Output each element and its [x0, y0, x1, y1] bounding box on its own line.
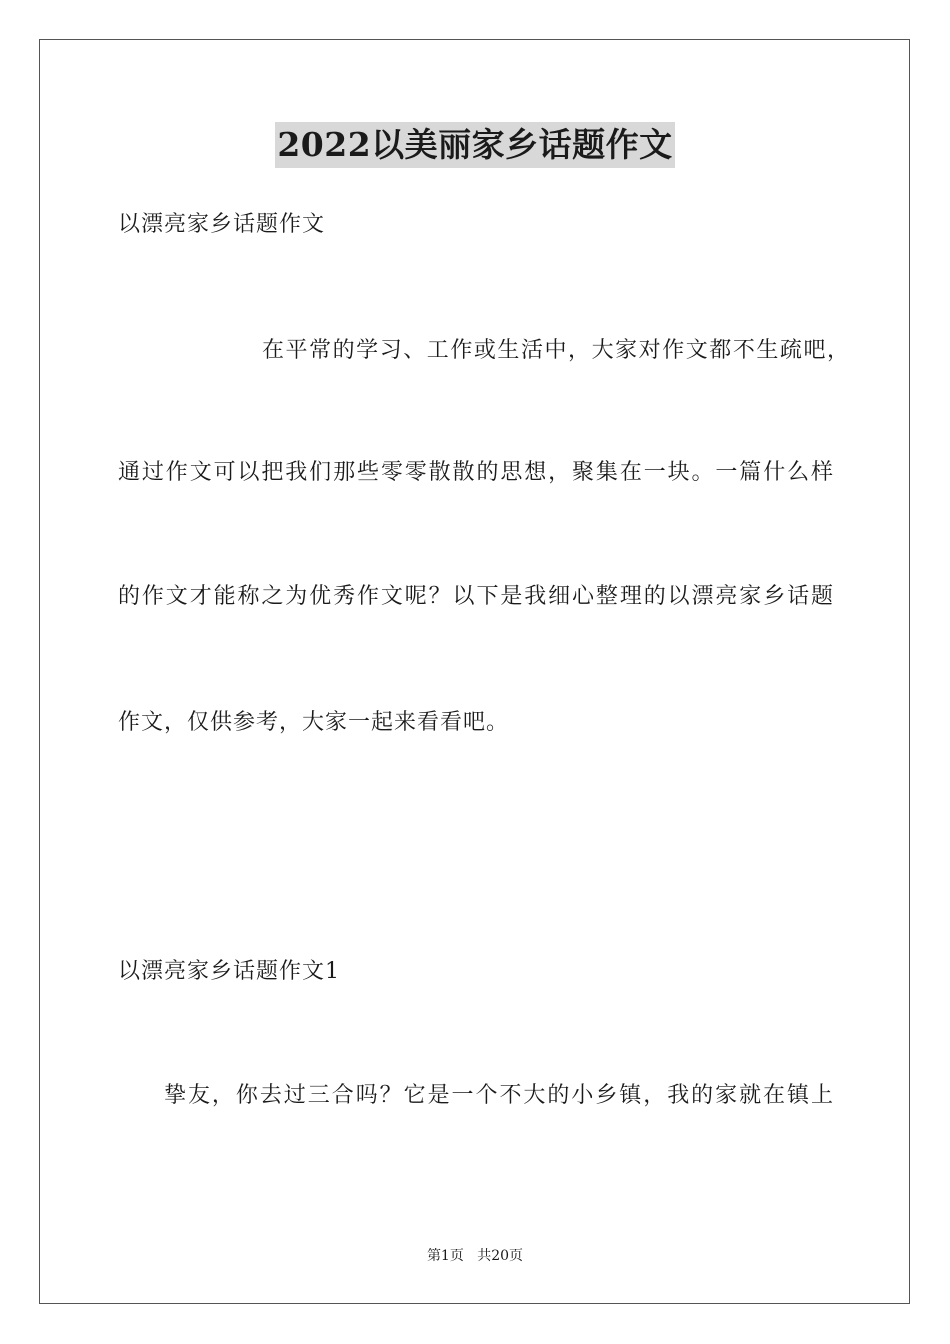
subtitle-line: 以漂亮家乡话题作文 [118, 212, 326, 237]
paragraph-line-5: 挚友，你去过三合吗？它是一个不大的小乡镇，我的家就在镇上 [164, 1083, 834, 1108]
page-footer [0, 1246, 950, 1266]
paragraph-line-2: 通过作文可以把我们那些零零散散的思想，聚集在一块。一篇什么样 [118, 460, 834, 485]
paragraph-line-1: 在平常的学习、工作或生活中，大家对作文都不生疏吧， [262, 338, 850, 363]
section-heading: 以漂亮家乡话题作文1 [118, 959, 340, 984]
paragraph-line-3: 的作文才能称之为优秀作文呢？以下是我细心整理的以漂亮家乡话题 [118, 584, 834, 609]
paragraph-line-4: 作文，仅供参考，大家一起来看看吧。 [118, 710, 510, 735]
title-container [0, 122, 950, 168]
page-number: 第1页 [426, 1248, 464, 1264]
page-total: 共20页 [477, 1248, 524, 1264]
document-title: 2022以美丽家乡话题作文 [275, 122, 674, 168]
